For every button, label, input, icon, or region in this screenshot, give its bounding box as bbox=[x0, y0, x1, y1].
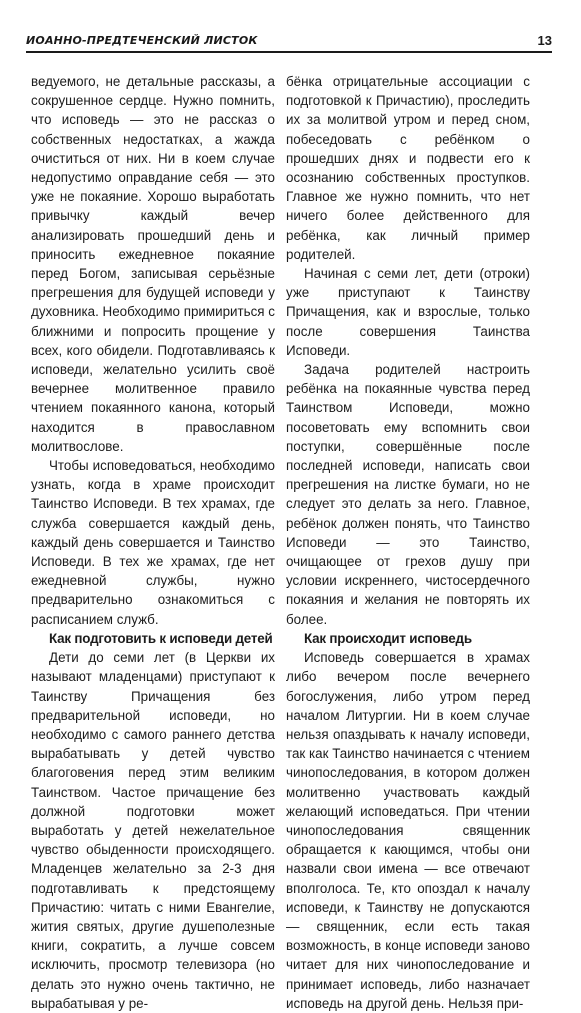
paragraph: Исповедь совершается в храмах либо вечером после вечернего богослужения, либо утром перед началом Литургии. Ни в коем случае нельзя опаздывать к началу исповеди, так как Таинство начинается с чтением чинопоследования, в котором должен молитвенно участвовать каждый желающий исповедаться. При чтении чинопоследования священник обращается к кающимся, чтобы они назвали свои имена — все отвечают вполголоса. Те, кто опоздал к началу исповеди, к Таинству не допускаются — священник, если есть такая возможность, в конце исповеди заново читает для них чинопоследование и принимает исповедь, либо назначает исповедь на другой день. Нельзя при- bbox=[286, 650, 530, 1011]
section-heading: Как происходит исповедь bbox=[304, 630, 472, 646]
paragraph: Дети до семи лет (в Церкви их называют младенцами) приступают к Таинству Причащения без предварительной исповеди, но необходимо с самого раннего детства вырабатывать у детей чувство благоговения перед этим великим Таинством. Частое причащение без должной подготовки может выработать у детей нежелательное чувство обыденности происходящего. Младенцев желательно за 2-3 дня подготавливать к предстоящему Причастию: читать с ними Евангелие, жития святых, другие душеполезные книги, сократить, а лучше совсем исключить, просмотр телевизора (но делать это нужно очень тактично, не вырабатывая у ре- bbox=[31, 650, 275, 1011]
right-column bbox=[286, 72, 530, 1013]
running-header bbox=[26, 31, 552, 55]
page-number: 13 bbox=[537, 33, 552, 48]
paragraph: ведуемого, не детальные рассказы, а сокрушенное сердце. Нужно помнить, что исповедь — это не рассказ о собственных недостатках, а жажда очиститься от них. Ни в коем случае недопустимо оправдание себя — это уже не покаяние. Хорошо выработать привычку каждый вечер анализировать прошедший день и приносить ежедневное покаяние перед Богом, записывая серьёзные прегрешения для будущей исповеди у духовника. Необходимо примириться с ближними и попросить прощение у всех, кого обидели. Подготавливаясь к исповеди, желательно усилить своё вечернее молитвенное правило чтением покаянного канона, который находится в православном молитвослове. bbox=[31, 74, 275, 454]
section-heading: Как подготовить к исповеди детей bbox=[49, 630, 273, 646]
paragraph: бёнка отрицательные ассоциации с подготовкой к Причастию), проследить их за молитвой утром и перед сном, побеседовать с ребёнком о прошедших днях и подвести его к осознанию собственных проступков. Главное же нужно помнить, что нет ничего более действенного для ребёнка, как личный пример родителей. bbox=[286, 74, 530, 262]
paragraph: Чтобы исповедоваться, необходимо узнать, когда в храме происходит Таинство Исповеди. В тех храмах, где служба совершается каждый день, каждый день совершается и Таинство Исповеди. В тех же храмах, где нет ежедневной службы, нужно предварительно ознакомиться с расписанием служб. bbox=[31, 458, 275, 627]
header-rule bbox=[26, 51, 552, 53]
left-column bbox=[31, 72, 275, 1013]
paragraph: Задача родителей настроить ребёнка на покаянные чувства перед Таинством Исповеди, можно посоветовать ему вспомнить свои поступки, совершённые после последней исповеди, написать свои прегрешения на листке бумаги, но не следует это делать за него. Главное, ребёнок должен понять, что Таинство Исповеди — это Таинство, очищающее от грехов душу при условии искреннего, чистосердечного покаяния и желания не повторять их более. bbox=[286, 362, 530, 627]
running-title: ИОАННО-ПРЕДТЕЧЕНСКИЙ ЛИСТОК bbox=[26, 34, 258, 47]
paragraph: Начиная с семи лет, дети (отроки) уже приступают к Таинству Причащения, как и взрослые, только после совершения Таинства Исповеди. bbox=[286, 266, 530, 358]
